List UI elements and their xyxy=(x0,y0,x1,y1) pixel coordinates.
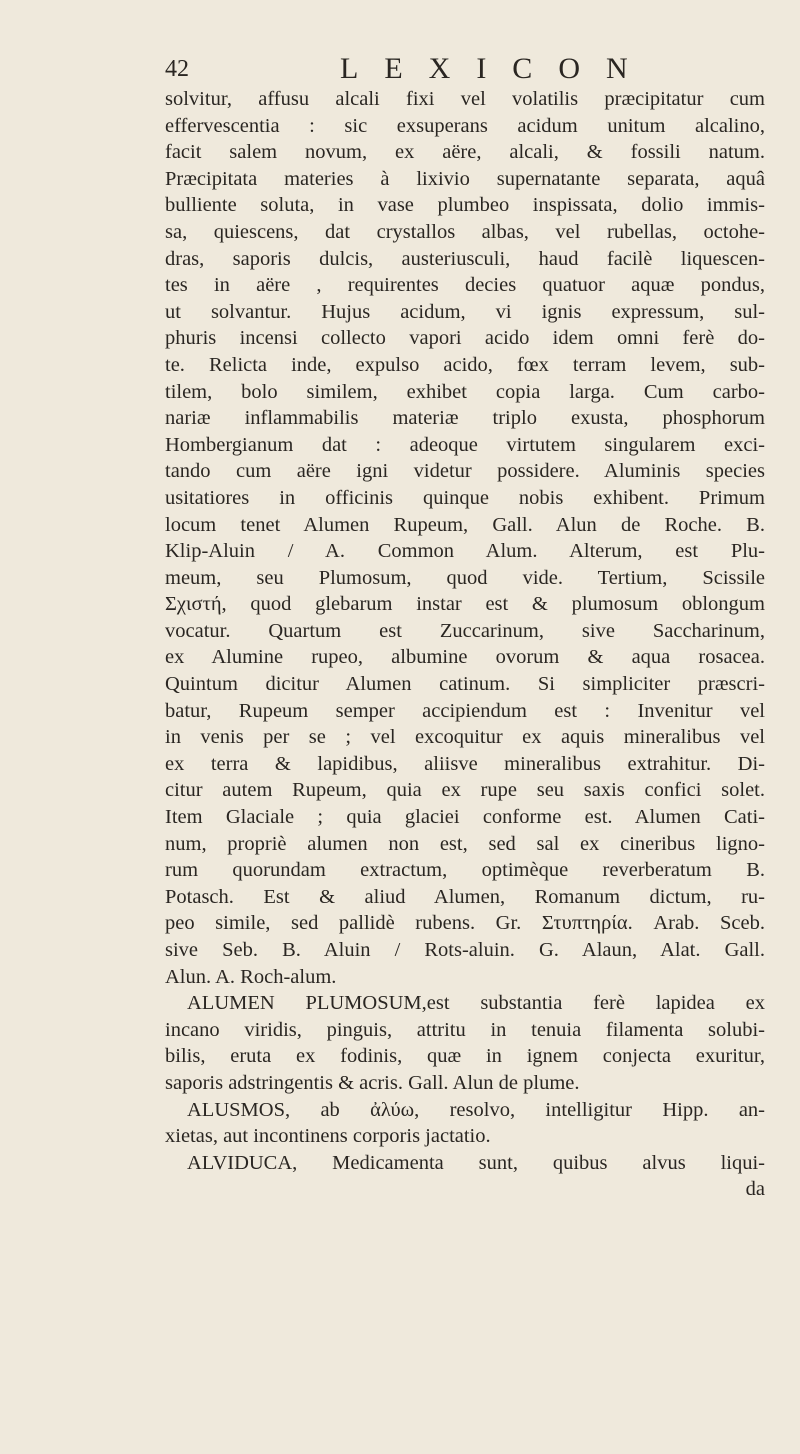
text-line: ut solvantur. Hujus acidum, vi ignis expressum, sul- xyxy=(165,300,765,323)
text-line: Alun. A. Roch-alum. xyxy=(165,965,337,988)
text-line: Quintum dicitur Alumen catinum. Si simpliciter præscri- xyxy=(165,673,765,696)
text-line: saporis adstringentis & acris. Gall. Alun de plume. xyxy=(165,1071,580,1094)
text-line: dras, saporis dulcis, austeriusculi, haud facilè liquescen- xyxy=(165,247,765,270)
text-line: vocatur. Quartum est Zuccarinum, sive Saccharinum, xyxy=(165,619,765,642)
text-line: sive Seb. B. Aluin / Rots-aluin. G. Alaun, Alat. Gall. xyxy=(165,939,765,961)
text-line: Potasch. Est & aliud Alumen, Romanum dictum, ru- xyxy=(165,885,765,908)
text-line: Item Glaciale ; quia glaciei conforme est. Alumen Cati- xyxy=(165,806,765,829)
text-line: num, propriè alumen non est, sed sal ex cineribus ligno- xyxy=(165,832,765,855)
text-line: tilem, bolo similem, exhibet copia larga. Cum carbo- xyxy=(165,380,765,403)
text-line: nariæ inflammabilis materiæ triplo exusta, phosphorum xyxy=(165,407,765,430)
text-line: ex terra & lapidibus, aliisve mineralibus extrahitur. Di- xyxy=(165,752,765,775)
text-line: in venis per se ; vel excoquitur ex aquis mineralibus vel xyxy=(165,726,765,749)
text-line: solvitur, affusu alcali fixi vel volatilis præcipitatur cum xyxy=(165,88,765,110)
text-line: peo simile, sed pallidè rubens. Gr. Στυπτηρία. Arab. Sceb. xyxy=(165,912,765,935)
entry-alusmos: ALUSMOS, ab ἀλύω, resolvo, intelligitur Hipp. an- xyxy=(187,1098,765,1121)
text-line: Hombergianum dat : adeoque virtutem singularem exci- xyxy=(165,433,765,456)
text-line: usitatiores in officinis quinque nobis exhibent. Primum xyxy=(165,486,765,509)
text-line: effervescentia : sic exsuperans acidum unitum alcalino, xyxy=(165,114,765,137)
text-line: bilis, eruta ex fodinis, quæ in ignem conjecta exuritur, xyxy=(165,1045,765,1068)
text-line: ex Alumine rupeo, albumine ovorum & aqua rosacea. xyxy=(165,646,765,669)
text-line: bulliente soluta, in vase plumbeo inspissata, dolio immis- xyxy=(165,194,765,217)
text-line: incano viridis, pinguis, attritu in tenuia filamenta solubi- xyxy=(165,1018,765,1041)
text-line: xietas, aut incontinens corporis jactatio. xyxy=(165,1125,491,1148)
text-line: Præcipitata materies à lixivio supernatante separata, aquâ xyxy=(165,167,765,190)
text-line: tando cum aëre igni videtur possidere. Aluminis species xyxy=(165,460,765,483)
text-line: batur, Rupeum semper accipiendum est : Invenitur vel xyxy=(165,699,765,722)
text-body xyxy=(165,86,765,1203)
entry-alviduca: ALVIDUCA, Medicamenta sunt, quibus alvus liqui- xyxy=(187,1151,765,1174)
text-line: tes in aëre , requirentes decies quatuor aquæ pondus, xyxy=(165,274,765,297)
running-title: LEXICON xyxy=(340,52,654,85)
text-line: facit salem novum, ex aëre, alcali, & fossili natum. xyxy=(165,141,765,164)
page-number: 42 xyxy=(165,56,189,82)
entry-alumen-plumosum: ALUMEN PLUMOSUM,est substantia ferè lapidea ex xyxy=(187,992,765,1015)
text-line: citur autem Rupeum, quia ex rupe seu saxis confici solet. xyxy=(165,779,765,802)
text-line: phuris incensi collecto vapori acido idem omni ferè do- xyxy=(165,327,765,350)
text-line: meum, seu Plumosum, quod vide. Tertium, Scissile xyxy=(165,566,765,589)
catchword: da xyxy=(745,1178,765,1201)
text-line: locum tenet Alumen Rupeum, Gall. Alun de Roche. B. xyxy=(165,513,765,536)
text-line: te. Relicta inde, expulso acido, fœx terram levem, sub- xyxy=(165,353,765,376)
text-line: rum quorundam extractum, optimèque reverberatum B. xyxy=(165,859,765,882)
text-line: Klip-Aluin / A. Common Alum. Alterum, est Plu- xyxy=(165,540,765,563)
text-line: sa, quiescens, dat crystallos albas, vel rubellas, octohe- xyxy=(165,220,765,243)
text-line: Σχιστή, quod glebarum instar est & plumosum oblongum xyxy=(165,593,765,616)
